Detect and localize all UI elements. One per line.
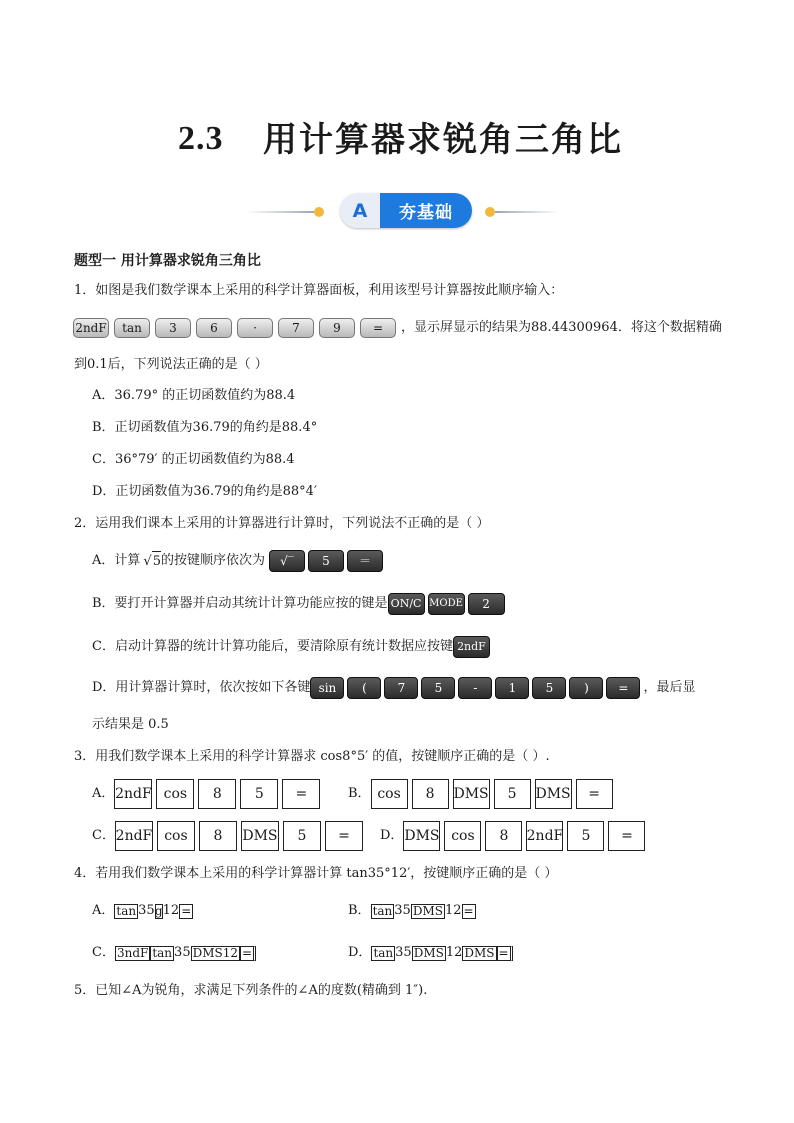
banner-right-dot [485,207,495,217]
key-7: 7 [278,318,314,338]
level-badge [340,193,472,228]
key-equals: = [181,903,192,918]
key-equals: = [606,677,640,699]
key-equals: = [325,821,363,851]
q4-option-b [348,901,476,921]
section-number: 2.3 [178,120,224,157]
key-g: g [154,903,163,918]
key-tan: tan [114,318,150,338]
q4-option-c [92,943,256,963]
value-12: 12 [162,903,180,918]
q3-option-a [92,778,324,810]
key-5: 5 [283,821,321,851]
key-dms-2: DMS [535,779,572,809]
badge-label: 夯基础 [380,193,472,228]
q5-stem: 5．已知∠A为锐角，求满足下列条件的∠A的度数(精确到 1″). [74,983,428,998]
key-dms-2: DMS [464,945,495,960]
key-8: 8 [412,779,449,809]
q3-a-label: A． [92,786,115,801]
q4-d-label: D． [348,945,372,960]
key-mode: MODE [428,593,465,615]
key-2ndf: 2ndF [115,821,153,851]
q2-d-after: ，最后显 [643,680,696,695]
q1-key-sequence [73,318,722,338]
key-5: 5 [494,779,531,809]
key-on-c: ON/C [388,593,425,615]
value-35: 35 [138,903,155,918]
key-cos: cos [371,779,408,809]
key-equals: = [608,821,645,851]
key-8: 8 [199,821,237,851]
q3-c-label: C． [92,828,115,843]
q1-option-d: D．正切函数值为36.79的角约是88°4′ [92,484,317,499]
q3-stem: 3．用我们数学课本上采用的科学计算器求 cos8°5′ 的值，按键顺序正确的是（ ）. [74,749,550,764]
key-equals: = [576,779,613,809]
key-8: 8 [198,779,236,809]
key-tan: tan [116,903,137,918]
key-equals: = [360,318,396,338]
key-equals: = [463,903,474,918]
q3-b-label: B． [348,786,371,801]
q2-c-text: C．启动计算器的统计计算功能后，要清除原有统计数据应按键 [92,639,453,654]
key-5b: 5 [532,677,566,699]
key-sin: sin [310,677,344,699]
key-5: 5 [240,779,278,809]
key-2ndf: 2ndF [453,636,490,658]
key-3ndf: 3ndF [116,945,149,960]
q4-c-label: C． [92,945,115,960]
key-1: 1 [495,677,529,699]
key-dms: DMS [453,779,490,809]
key-minus: - [458,677,492,699]
q1-option-c: C．36°79′ 的正切函数值约为88.4 [92,452,295,467]
q3-option-d [380,820,649,852]
key-equals: = [240,946,256,961]
key-tan: tan [372,903,393,918]
key-open-paren: ( [347,677,381,699]
key-dms12: DMS12 [192,945,238,960]
value-12: 12 [445,945,463,960]
value-35: 35 [174,945,191,960]
value-35: 35 [395,945,412,960]
key-6: 6 [196,318,232,338]
q2-a-sqrt-number: 5 [152,551,161,572]
q4-b-label: B． [348,903,371,918]
key-2ndf: 2ndF [114,779,152,809]
q1-option-b: B．正切函数值为36.79的角约是88.4° [92,420,318,435]
q2-b-text: B．要打开计算器并启动其统计计算功能应按的键是 [92,596,388,611]
q4-option-a [92,901,193,921]
key-dms: DMS [413,945,444,960]
value-35: 35 [394,903,411,918]
key-cos: cos [157,821,195,851]
key-dms: DMS [241,821,279,851]
section-heading: 题型一 用计算器求锐角三角比 [74,253,261,269]
q2-option-d [92,677,695,699]
q2-option-b [92,593,508,615]
key-tan: tan [373,945,394,960]
key-2: 2 [468,593,505,615]
q3-d-label: D． [380,828,404,843]
q2-a-post: 的按键顺序依次为 [160,553,265,568]
banner-left-line [246,211,314,213]
q2-option-d-cont: 示结果是 0.5 [92,717,169,732]
key-2ndf: 2ndF [526,821,563,851]
key-close-paren: ) [569,677,603,699]
key-dms: DMS [403,821,440,851]
key-3: 3 [155,318,191,338]
badge-letter: A [340,193,380,228]
key-tan: tan [152,945,173,960]
q1-stem-cont: 到0.1后，下列说法正确的是（ ） [74,357,268,372]
q2-stem: 2．运用我们课本上采用的计算器进行计算时，下列说法不正确的是（ ） [74,516,490,531]
q2-option-c [92,636,493,658]
key-7: 7 [384,677,418,699]
key-2ndf: 2ndF [73,318,109,338]
banner-right-line [495,211,560,213]
q3-option-c [92,820,367,852]
key-cos: cos [444,821,481,851]
q1-after-keys: ，显示屏显示的结果为88.44300964．将这个数据精确 [401,320,722,335]
key-9: 9 [319,318,355,338]
q3-option-b [348,778,617,810]
q4-option-d [348,943,513,963]
key-equals: = [497,946,513,961]
page-title: 用计算器求锐角三角比 [263,120,623,160]
value-12: 12 [444,903,462,918]
key-5: 5 [567,821,604,851]
key-equals: = [282,779,320,809]
banner-left-dot [314,207,324,217]
q2-d-text: D．用计算器计算时，依次按如下各键 [92,680,311,695]
key-equals: ＝ [347,550,383,572]
q4-stem: 4．若用我们数学课本上采用的科学计算器计算 tan35°12′，按键顺序正确的是（ ） [74,866,558,881]
q2-option-a: A．计算 √5 的按键顺序依次为 √‾ 5 ＝ [92,550,386,572]
q2-a-pre: A．计算 [92,553,141,568]
key-dot: · [237,318,273,338]
key-cos: cos [156,779,194,809]
q4-a-label: A． [92,903,115,918]
key-8: 8 [485,821,522,851]
key-sqrt: √‾ [269,550,305,572]
q1-option-a: A．36.79° 的正切函数值约为88.4 [92,388,296,403]
key-5: 5 [308,550,344,572]
key-5: 5 [421,677,455,699]
q1-stem: 1．如图是我们数学课本上采用的科学计算器面板，利用该型号计算器按此顺序输入： [74,283,564,298]
key-dms: DMS [412,903,443,918]
